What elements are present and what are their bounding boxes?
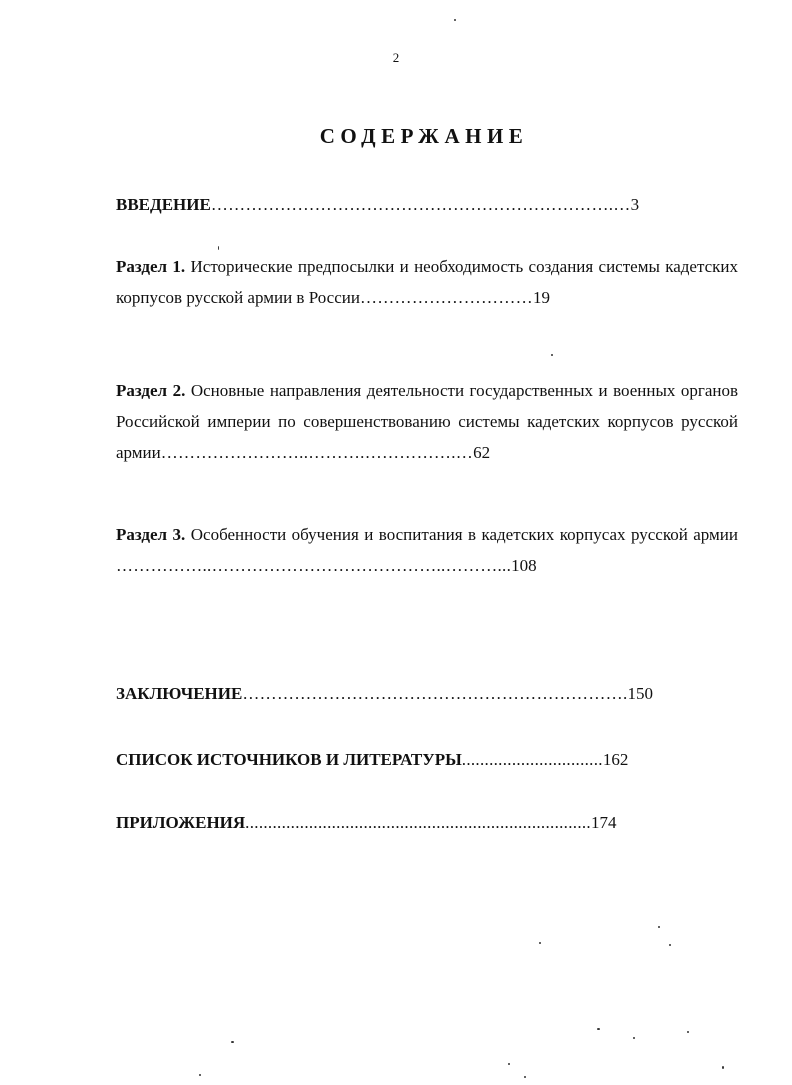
toc-entry-text: Основные направления деятельности государственных и военных органов Российской империи по совершенствованию системы кадетских корпусов русской армии xyxy=(116,381,739,462)
toc-entry-leader: ………………………… xyxy=(359,288,533,307)
toc-entry-page: 62 xyxy=(473,443,491,462)
toc-entry-leader: …………………………………………………………. xyxy=(242,684,628,703)
scan-speck xyxy=(539,942,541,944)
toc-entry-page: 3 xyxy=(630,195,640,214)
toc-entry-text: Исторические предпосылки и необходимость создания системы кадетских корпусов русской армии в России xyxy=(116,257,738,307)
toc-entry-leader: …………………………………………………………….… xyxy=(210,195,631,214)
page-number: 2 xyxy=(392,50,400,65)
scan-speck xyxy=(508,1063,510,1065)
toc-entry-label: ПРИЛОЖЕНИЯ xyxy=(116,813,246,832)
toc-entry-section-3 xyxy=(116,519,738,581)
scan-speck xyxy=(722,1066,724,1069)
toc-title: СОДЕРЖАНИЕ xyxy=(319,124,529,148)
scan-speck xyxy=(199,1074,201,1076)
toc-entry-page: 108 xyxy=(511,556,537,575)
toc-entry-label: Раздел 3. xyxy=(116,525,186,544)
toc-entry-label: СПИСОК ИСТОЧНИКОВ И ЛИТЕРАТУРЫ xyxy=(116,750,462,769)
toc-entry-label: Раздел 1. xyxy=(116,257,186,276)
scan-speck xyxy=(597,1028,600,1030)
toc-entry-page: 174 xyxy=(590,813,617,832)
toc-entry-leader: ............................................................................ xyxy=(245,813,591,832)
toc-entry-leader: ............................... xyxy=(461,750,603,769)
toc-entry-leader: ……………..…………………………………..………... xyxy=(116,556,512,575)
toc-entry-text: Особенности обучения и воспитания в кадетских корпусах русской армии xyxy=(185,525,738,544)
scan-speck xyxy=(669,944,671,946)
scan-speck xyxy=(231,1041,234,1043)
toc-entry-page: 150 xyxy=(627,684,653,703)
toc-entry-label: ЗАКЛЮЧЕНИЕ xyxy=(116,684,243,703)
toc-entry-label: ВВЕДЕНИЕ xyxy=(116,195,211,214)
scan-speck xyxy=(633,1037,635,1039)
toc-entry-leader: ……………………..……….…………….… xyxy=(160,443,474,462)
toc-entry-section-2 xyxy=(116,375,738,468)
scan-speck xyxy=(551,354,553,356)
toc-entry-section-1 xyxy=(116,251,738,313)
toc-entry-introduction xyxy=(116,189,639,220)
toc-entry-page: 162 xyxy=(602,750,629,769)
scan-speck xyxy=(658,926,660,928)
toc-entry-label: Раздел 2. xyxy=(116,381,186,400)
scan-speck xyxy=(454,19,456,21)
toc-entry-conclusion xyxy=(116,678,653,709)
toc-entry-page: 19 xyxy=(532,288,550,307)
scan-speck xyxy=(687,1031,689,1033)
scan-speck xyxy=(218,246,219,250)
scan-speck xyxy=(524,1076,526,1078)
toc-entry-appendices xyxy=(116,807,616,838)
toc-entry-sources xyxy=(116,744,628,775)
